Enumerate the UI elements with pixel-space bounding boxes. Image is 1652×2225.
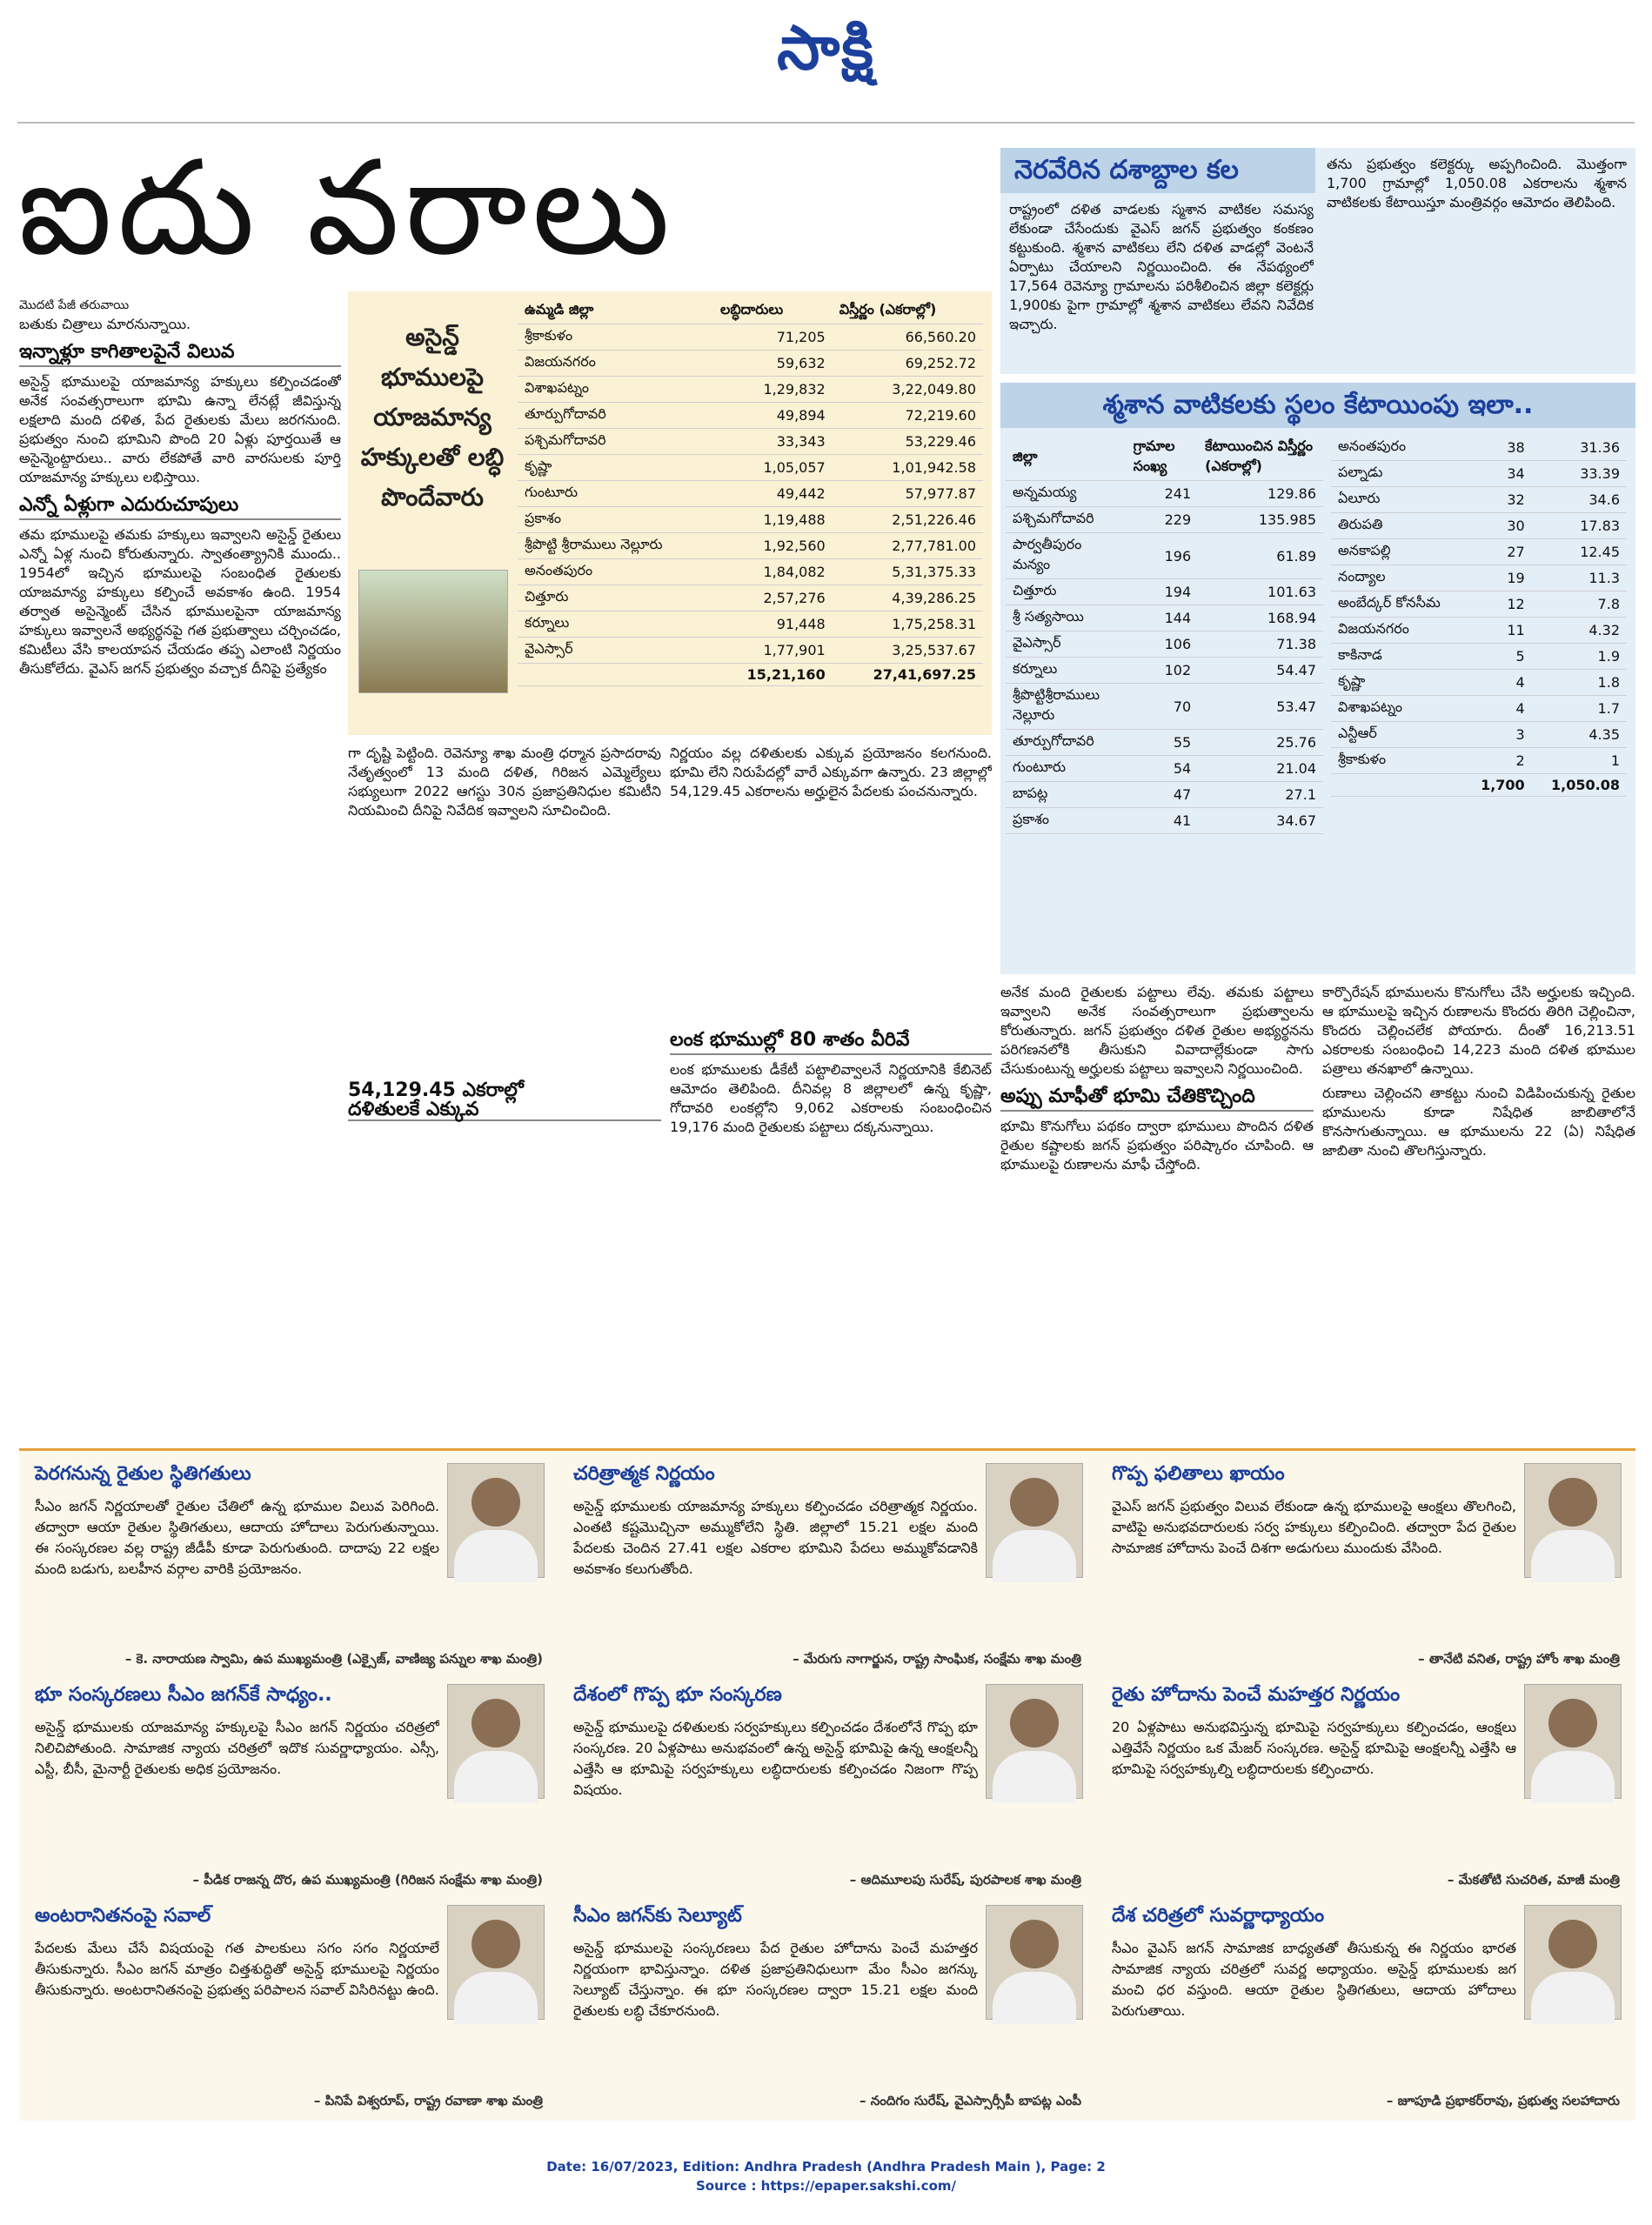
table-cell: ఎన్టీఆర్ (1331, 722, 1465, 748)
portrait-body (993, 1972, 1076, 2024)
table-row (1331, 696, 1627, 722)
table-cell: 2,51,226.46 (833, 507, 983, 533)
table-cell: 1.7 (1532, 696, 1627, 722)
table-cell: చిత్తూరు (518, 585, 713, 611)
col-header: జిల్లా (1006, 435, 1127, 481)
table-cell: తిరుపతి (1331, 513, 1465, 539)
total-row (1331, 774, 1627, 797)
table-cell: 69,252.72 (833, 351, 983, 377)
table-cell: కృష్ణా (1331, 670, 1465, 696)
table-cell: 1,77,901 (713, 638, 833, 664)
intro-line: బతుకు చిత్రాలు మారనున్నాయి. (19, 316, 191, 332)
quote-card (28, 1680, 550, 1898)
table-row (1006, 533, 1323, 579)
portrait-body (454, 1751, 538, 1803)
portrait-body (454, 1530, 538, 1582)
total-cell (1331, 774, 1465, 797)
portrait-photo (1524, 1905, 1622, 2020)
paragraph: నిర్ణయం వల్ల దళితులకు ఎక్కువ ప్రయోజనం కలగనుంది. భూమి లేని నిరుపేదల్లో వారే ఎక్కువగా ఉన్నారు. 23 జిల్లాల్లో 54,129.45 ఎకరాలను అర్హులైన పేదలకు పంచనున్నారు. (670, 745, 992, 799)
sakshi-logo: సాక్షి (777, 12, 875, 84)
table-row (1331, 591, 1627, 618)
portrait-photo (986, 1684, 1083, 1799)
table-cell: 27 (1465, 539, 1532, 565)
portrait-photo (986, 1463, 1083, 1578)
quote-card (566, 1901, 1088, 2119)
table-cell: 1,75,258.31 (833, 611, 983, 638)
table-cell: 194 (1127, 579, 1198, 605)
table-cell: 135.985 (1198, 507, 1323, 533)
portrait-head (472, 1699, 520, 1747)
subheading-lanka: లంక భూముల్లో 80 శాతం వీరివే (670, 1027, 992, 1055)
table-cell: 57,977.87 (833, 481, 983, 507)
table-row (518, 377, 983, 403)
dream-box (1000, 148, 1635, 374)
table-cell: 3 (1465, 722, 1532, 748)
table-cell: నంద్యాల (1331, 565, 1465, 591)
dream-box-text (1009, 200, 1314, 374)
paragraph: కార్పొరేషన్ భూములను కొనుగోలు చేసి అర్హులకు ఇచ్చింది. ఆ భూములపై ఇచ్చిన రుణాలను కొందరు తిరిగి చెల్లించినా, కొందరు చెల్లించలేక పోయారు. దీంతో 16,213.51 ఎకరాలకు సంబంధించి 14,223 మంది దళిత భూముల పత్రాలు తనఖాలో ఉన్నాయి. (1322, 984, 1635, 1077)
table-cell: 1.8 (1532, 670, 1627, 696)
paragraph: అనేక మంది రైతులకు పట్టాలు లేవు. తమకు పట్టాలు ఇవ్వాలని అనేక సంవత్సరాలుగా ప్రభుత్వాలను కోరుతున్నారు. జగన్ ప్రభుత్వం దళిత రైతుల అభ్యర్థనను పరిగణనలోకి తీసుకుని వివాదాల్లేకుండా సాగు చేసుకుంటున్న అర్హులకు పట్టాలు ఇవ్వాలని నిర్ణయించింది. (1000, 984, 1314, 1077)
portrait-body (1531, 1530, 1615, 1582)
table-cell: 38 (1465, 435, 1532, 461)
table-cell: ప్రకాశం (518, 507, 713, 533)
main-headline: ఐదు వరాలు (17, 133, 675, 284)
table-cell: 168.94 (1198, 605, 1323, 631)
table-row (1331, 748, 1627, 774)
portrait-photo (447, 1905, 545, 2020)
total-row (518, 664, 983, 686)
paragraph: లంక భూములకు డీకేటీ పట్టాలివ్వాలనే నిర్ణయానికి కేబినెట్ ఆమోదం తెలిపింది. దీనివల్ల 8 జిల్లాలలో ఉన్న కృష్ణా, గోదావరి లంకల్లోని 9,062 ఎకరాలకు సంబంధించిన 19,176 మంది రైతులకు పట్టాలు దక్కనున్నాయి. (670, 1061, 992, 1135)
table-row (1006, 808, 1323, 834)
table-cell: 34.6 (1532, 487, 1627, 513)
quotes-panel (19, 1448, 1635, 2121)
table-cell: 70 (1127, 684, 1198, 730)
cemetery-box-title: శ్మశాన వాటికలకు స్థలం కేటాయింపు ఇలా.. (1000, 383, 1635, 428)
quote-body: అసైన్డ్ భూములపై సంస్కరణలు పేద రైతుల హోదాను పెంచే మహత్తర నిర్ణయంగా భావిస్తున్నాం. దళిత ప్రజాప్రతినిధులుగా మేం సీఎం జగన్కు సెల్యూట్ చేస్తున్నాం. ఈ భూ సంస్కరణల ద్వారా 15.21 లక్షల మంది రైతులకు లబ్ధి చేకూరనుంది. (573, 1940, 978, 2019)
masthead-rule (17, 122, 1635, 124)
table-cell: పశ్చిమగోదావరి (518, 429, 713, 455)
portrait-photo (1524, 1684, 1622, 1799)
col-header: గ్రామాల సంఖ్య (1127, 435, 1198, 481)
table-cell: శ్రీకాకుళం (1331, 748, 1465, 774)
table-cell: ఏలూరు (1331, 487, 1465, 513)
table-row (1006, 507, 1323, 533)
table-row (518, 507, 983, 533)
quote-title: చరిత్రాత్మక నిర్ణయం (573, 1463, 715, 1485)
portrait-body (993, 1530, 1076, 1582)
table-cell: 4.32 (1532, 618, 1627, 644)
col-header: ఉమ్మడి జిల్లా (518, 298, 713, 324)
quote-card (28, 1460, 550, 1677)
table-cell: శ్రీకాకుళం (518, 324, 713, 351)
continuation-label: మొదటి పేజీ తరువాయి (19, 298, 130, 312)
table-cell: 11 (1465, 618, 1532, 644)
quote-card (28, 1901, 550, 2119)
table-cell: శ్రీపొట్టిశ్రీరాములు నెల్లూరు (1006, 684, 1127, 730)
table-cell: 66,560.20 (833, 324, 983, 351)
table-cell: 49,442 (713, 481, 833, 507)
dream-box-title: నెరవేరిన దశాబ్దాల కల (1000, 148, 1315, 193)
table-row (518, 351, 983, 377)
table-cell: 53.47 (1198, 684, 1323, 730)
middle-column-2 (670, 744, 992, 1431)
table-cell: 71,205 (713, 324, 833, 351)
table-row (518, 585, 983, 611)
total-cell: 27,41,697.25 (833, 664, 983, 686)
table-cell: 3,22,049.80 (833, 377, 983, 403)
paragraph: రుణాలు చెల్లించని తాకట్టు నుంచి విడిపించుకున్న రైతుల భూములను కూడా నిషేధిత జాబితాలోనే కొనసాగుతున్నాయి. ఆ భూములను 22 (ఏ) నిషేధిత జాబితా నుంచి తొలగిస్తున్నారు. (1322, 1085, 1635, 1159)
table-cell: శ్రీపొట్టి శ్రీరాములు నెల్లూరు (518, 533, 713, 559)
quote-title: గొప్ప ఫలితాలు ఖాయం (1112, 1463, 1285, 1485)
table-row (518, 481, 983, 507)
quote-author: – ఆదిమూలపు సురేష్, పురపాలక శాఖ మంత్రి (849, 1872, 1081, 1888)
table-row (518, 324, 983, 351)
table-cell: 229 (1127, 507, 1198, 533)
table-cell: 4 (1465, 696, 1532, 722)
total-cell (518, 664, 713, 686)
table-cell: 241 (1127, 481, 1198, 507)
subheading-value: ఇన్నాళ్లూ కాగితాలపైనే విలువ (19, 339, 341, 367)
subheading-waiting: ఎన్నో ఏళ్లుగా ఎదురుచూపులు (19, 492, 341, 520)
portrait-head (472, 1478, 520, 1527)
quote-title: దేశ చరిత్రలో సువర్ణాధ్యాయం (1112, 1905, 1325, 1927)
table-row (1006, 481, 1323, 507)
table-row (1006, 605, 1323, 631)
table-cell: గుంటూరు (1006, 756, 1127, 782)
quote-title: పెరగనున్న రైతుల స్థితిగతులు (35, 1463, 251, 1485)
table-row (518, 403, 983, 429)
quote-card (566, 1680, 1088, 1898)
table-cell: తూర్పుగోదావరి (1006, 730, 1127, 756)
portrait-body (993, 1751, 1076, 1803)
table-cell: తూర్పుగోదావరి (518, 403, 713, 429)
paragraph: తను ప్రభుత్వం కలెక్టర్కు అప్పగించింది. మొత్తంగా 1,700 గ్రామాల్లో 1,050.08 ఎకరాలను శ్మశాన వాటికలకు కేటాయిస్తూ మంత్రివర్గం ఆమోదం తెలిపింది. (1327, 156, 1627, 210)
table-cell: వైఎస్సార్ (518, 638, 713, 664)
table-row (1331, 513, 1627, 539)
table-cell: 41 (1127, 808, 1198, 834)
table-row (1331, 670, 1627, 696)
table-cell: 59,632 (713, 351, 833, 377)
table-cell: చిత్తూరు (1006, 579, 1127, 605)
table-cell: 1,29,832 (713, 377, 833, 403)
table-cell: 4.35 (1532, 722, 1627, 748)
table-cell: ప్రకాశం (1006, 808, 1127, 834)
table-cell: 1,84,082 (713, 559, 833, 585)
table-cell: 72,219.60 (833, 403, 983, 429)
paragraph: తమ భూములపై తమకు హక్కులు ఇవ్వాలని అసైన్డ్ రైతులు ఎన్నో ఏళ్ల నుంచి కోరుతున్నారు. స్వాతంత్య్రానికి ముందు.. 1954లో ఇచ్చిన భూములపై సంబంధిత రైతులకు యాజమాన్య హక్కులు కల్పించే అవకాశం ఉంది. 1954 తర్వాత అసైన్మెంట్ చేసిన భూములపైనా యాజమాన్య హక్కులు ఇవ్వాలనే అభ్యర్థనపై గత ప్రభుత్వాలు చర్చించడం, కమిటీలు వేసి కాలయాపన చేయడం తప్ప ఎలాంటి నిర్ణయం తీసుకోలేదు. వైఎస్ జగన్ ప్రభుత్వం వచ్చాక దీనిపై ప్రత్యేకం (19, 526, 341, 677)
quote-title: సీఎం జగన్‌కు సెల్యూట్ (573, 1905, 742, 1927)
table-cell: అన్నమయ్య (1006, 481, 1127, 507)
footer-source: Source : https://epaper.sakshi.com/ (695, 2178, 956, 2194)
table-cell: 12.45 (1532, 539, 1627, 565)
total-cell: 1,700 (1465, 774, 1532, 797)
highlight-acres: 54,129.45 ఎకరాల్లో (348, 1079, 524, 1101)
table-cell: విశాఖపట్నం (1331, 696, 1465, 722)
portrait-photo (447, 1684, 545, 1799)
table-cell: 55 (1127, 730, 1198, 756)
table-cell: 1 (1532, 748, 1627, 774)
quote-author: – జూపూడి ప్రభాకర్‌రావు, ప్రభుత్వ సలహాదారు (1386, 2093, 1620, 2108)
table-row (518, 533, 983, 559)
table-cell: 129.86 (1198, 481, 1323, 507)
beneficiary-box-title: అసైన్డ్ భూములపై యాజమాన్య హక్కులతో లబ్ధి పొందేవారు (360, 323, 505, 511)
table-row (1331, 539, 1627, 565)
quote-body: వైఎస్ జగన్ ప్రభుత్వం విలువ లేకుండా ఉన్న భూములపై ఆంక్షలు తొలగించి, వాటిపై అనుభవదారులకు సర్వ హక్కులు కల్పించింది. తద్వారా పేద రైతుల సామాజిక హోదాను పెంచే దిశగా అడుగులు ముందుకు వేసింది. (1112, 1498, 1516, 1556)
table-cell: 2,77,781.00 (833, 533, 983, 559)
table-row (1331, 644, 1627, 670)
quote-body: పేదలకు మేలు చేసే విషయంపై గత పాలకులు సగం సగం నిర్ణయాలే తీసుకున్నారు. సీఎం జగన్ మాత్రం చిత్తశుద్ధితో అసైన్డ్ భూములపై నిర్ణయం తీసుకున్నారు. అంటరానితనంపై ప్రభుత్వ పరిపాలన సవాల్ విసిరినట్టు ఉంది. (35, 1940, 439, 1998)
table-cell: పల్నాడు (1331, 461, 1465, 487)
table-cell: 34.67 (1198, 808, 1323, 834)
table-cell: కాకినాడ (1331, 644, 1465, 670)
portrait-head (1010, 1920, 1059, 1968)
quote-author: – పినిపే విశ్వరూప్, రాష్ట్ర రవాణా శాఖ మంత్రి (313, 2093, 543, 2108)
table-cell: 144 (1127, 605, 1198, 631)
table-cell: బాపట్ల (1006, 782, 1127, 808)
table-cell: వైఎస్సార్ (1006, 631, 1127, 658)
portrait-photo (986, 1905, 1083, 2020)
table-cell: 33.39 (1532, 461, 1627, 487)
quote-card (566, 1460, 1088, 1677)
footer (0, 2157, 1652, 2195)
table-cell: 4 (1465, 670, 1532, 696)
footer-date: Date: 16/07/2023, Edition: Andhra Pradesh (Andhra Pradesh Main ), Page: 2 (546, 2159, 1106, 2175)
table-cell: 1.9 (1532, 644, 1627, 670)
paragraph: అసైన్డ్ భూములపై యాజమాన్య హక్కులు కల్పించడంతో అనేక సంవత్సరాలుగా భూమి ఉన్నా లేనట్లే జీవిస్తున్న లక్షలాది మంది దళిత, పేద రైతులకు మేలు జరగనుంది. ప్రభుత్వం నుంచి భూమిని పొంది 20 ఏళ్లు పూర్తయితే ఆ అసైన్మెంట్దారులు.. వారు లేకపోతే వారి వారసులకు పూర్తి యాజమాన్య హక్కులు లభిస్తాయి. (19, 373, 341, 485)
table-row (1006, 782, 1323, 808)
quote-author: – పీడిక రాజన్న దొర, ఉప ముఖ్యమంత్రి (గిరిజన సంక్షేమ శాఖ మంత్రి) (192, 1872, 543, 1888)
portrait-head (1010, 1699, 1059, 1747)
table-cell: 3,25,537.67 (833, 638, 983, 664)
portrait-head (472, 1920, 520, 1968)
col-header: లబ్ధిదారులు (713, 298, 833, 324)
portrait-head (1548, 1699, 1597, 1747)
portrait-body (1531, 1751, 1615, 1803)
paragraph: గా దృష్టి పెట్టింది. రెవెన్యూ శాఖ మంత్రి ధర్మాన ప్రసాదరావు నేతృత్వంలో 13 మంది దళిత, గిరిజన ఎమ్మెల్యేలు సభ్యులుగా 2022 ఆగస్టు 30న ప్రజాప్రతినిధుల కమిటీని నియమించి దీనిపై నివేదిక ఇవ్వాలని సూచించింది. (348, 745, 661, 819)
beneficiary-box (348, 291, 992, 735)
table-cell: అనంతపురం (518, 559, 713, 585)
beneficiary-table (518, 298, 983, 686)
table-row (1331, 722, 1627, 748)
cemetery-box (1000, 383, 1635, 974)
table-cell: 21.04 (1198, 756, 1323, 782)
paragraph: భూమి కొనుగోలు పథకం ద్వారా భూములు పొందిన దళిత రైతుల కష్టాలకు జగన్ ప్రభుత్వం పరిష్కారం చూపింది. ఆ భూములపై రుణాలను మాఫీ చేస్తోంది. (1000, 1118, 1314, 1173)
quote-author: – కె. నారాయణ స్వామి, ఉప ముఖ్యమంత్రి (ఎక్సైజ్, వాణిజ్య పన్నుల శాఖ మంత్రి) (124, 1651, 543, 1667)
table-cell: 101.63 (1198, 579, 1323, 605)
table-row (518, 559, 983, 585)
table-cell: 106 (1127, 631, 1198, 658)
quote-card (1105, 1680, 1627, 1898)
table-cell: కర్నూలు (1006, 658, 1127, 684)
table-cell: విజయనగరం (518, 351, 713, 377)
table-cell: 12 (1465, 591, 1532, 618)
portrait-body (454, 1972, 538, 2024)
table-cell: అంబేద్కర్ కోనసీమ (1331, 591, 1465, 618)
table-cell: 49,894 (713, 403, 833, 429)
quote-title: అంటరానితనంపై సవాల్ (35, 1905, 211, 1927)
table-cell: 102 (1127, 658, 1198, 684)
table-cell: శ్రీ సత్యసాయి (1006, 605, 1127, 631)
quote-author: – మేకతోటి సుచరిత, మాజీ మంత్రి (1447, 1872, 1620, 1888)
quote-author: – మేరుగు నాగార్జున, రాష్ట్ర సాంఘిక, సంక్షేమ శాఖ మంత్రి (793, 1651, 1081, 1667)
table-cell: 5 (1465, 644, 1532, 670)
table-cell: అనంతపురం (1331, 435, 1465, 461)
table-cell: 17.83 (1532, 513, 1627, 539)
table-cell: 1,92,560 (713, 533, 833, 559)
col-header: విస్తీర్ణం (ఎకరాల్లో) (833, 298, 983, 324)
right-column-2 (1322, 983, 1635, 1435)
table-cell: 30 (1465, 513, 1532, 539)
table-row (1006, 684, 1323, 730)
table-cell: 54 (1127, 756, 1198, 782)
table-cell: 61.89 (1198, 533, 1323, 579)
quote-body: అసైన్డ్ భూములకు యాజమాన్య హక్కులు కల్పించడం చరిత్రాత్మక నిర్ణయం. ఎంతటి కష్టమొచ్చినా అమ్ముకోలేని స్థితి. జిల్లాలో 15.21 లక్షల మంది పేదలకు చెందిన 27.41 లక్షల ఎకరాల భూమిని పేదలు అమ్ముకోవడానికి అవకాశం కలుగుతోంది. (573, 1498, 978, 1577)
table-row (1331, 487, 1627, 513)
table-cell: 1,05,057 (713, 455, 833, 481)
table-row (518, 455, 983, 481)
table-row (1331, 565, 1627, 591)
farmer-ploughing-photo (358, 570, 508, 693)
cemetery-table-left (1006, 435, 1323, 834)
col-header: కేటాయించిన విస్తీర్ణం (ఎకరాల్లో) (1198, 435, 1323, 481)
table-cell: 19 (1465, 565, 1532, 591)
table-cell: 2 (1465, 748, 1532, 774)
table-row (1006, 730, 1323, 756)
table-cell: కృష్ణా (518, 455, 713, 481)
table-cell: 54.47 (1198, 658, 1323, 684)
portrait-head (1010, 1478, 1059, 1527)
quote-title: దేశంలో గొప్ప భూ సంస్కరణ (573, 1684, 782, 1706)
total-cell: 1,050.08 (1532, 774, 1627, 797)
table-row (518, 611, 983, 638)
table-row (518, 429, 983, 455)
paragraph: రాష్ట్రంలో దళిత వాడలకు స్మశాన వాటికల సమస్య లేకుండా చేసేందుకు వైఎస్ జగన్ ప్రభుత్వం కంకణం కట్టుకుంది. శ్మశాన వాటికలు లేని దళిత వాడల్లో వెంటనే ఏర్పాటు చేయాలని నిర్ణయించింది. ఈ నేపథ్యంలో 17,564 రెవెన్యూ గ్రామాలను పరిశీలించిన జిల్లా కలెక్టర్లు 1,900కు పైగా గ్రామాల్లో శ్మశాన వాటికలు లేవని నివేదిక ఇచ్చారు. (1009, 201, 1314, 332)
portrait-head (1548, 1920, 1597, 1968)
table-row (518, 638, 983, 664)
quote-body: సీఎం జగన్ నిర్ణయాలతో రైతుల చేతిలో ఉన్న భూముల విలువ పెరిగింది. తద్వారా ఆయా రైతుల స్థితిగతులు, ఆదాయ హోదాలు పెరుగుతున్నాయి. ఈ సంస్కరణల వల్ల రాష్ట్ర జీడీపీ కూడా పెరుగుతుంది. దాదాపు 22 లక్షల మంది బడుగు, బలహీన వర్గాల వారికి ప్రయోజనం. (35, 1498, 439, 1577)
masthead (0, 0, 1652, 130)
table-cell: 91,448 (713, 611, 833, 638)
quote-title: భూ సంస్కరణలు సీఎం జగన్‌కే సాధ్యం.. (35, 1684, 332, 1706)
subheading-loan-waiver: అప్పు మాఫీతో భూమి చేతికొచ్చింది (1000, 1084, 1314, 1112)
table-cell: అనకాపల్లి (1331, 539, 1465, 565)
highlight-dalits: దళితులకే ఎక్కువ (348, 1100, 661, 1121)
table-cell: 53,229.46 (833, 429, 983, 455)
table-cell: కర్నూలు (518, 611, 713, 638)
table-row (1006, 631, 1323, 658)
quote-card (1105, 1901, 1627, 2119)
table-cell: 196 (1127, 533, 1198, 579)
quote-author: – నందిగం సురేష్, వైఎస్సార్సీపీ బాపట్ల ఎంపీ (859, 2093, 1081, 2108)
table-row (1331, 618, 1627, 644)
table-row (1006, 658, 1323, 684)
quote-title: రైతు హోదాను పెంచే మహత్తర నిర్ణయం (1112, 1684, 1401, 1706)
table-cell: 5,31,375.33 (833, 559, 983, 585)
portrait-photo (1524, 1463, 1622, 1578)
table-cell: గుంటూరు (518, 481, 713, 507)
total-cell: 15,21,160 (713, 664, 833, 686)
portrait-body (1531, 1972, 1615, 2024)
table-row (1331, 461, 1627, 487)
dream-box-text-2 (1327, 155, 1627, 372)
quote-author: – తానేటి వనిత, రాష్ట్ర హోం శాఖ మంత్రి (1418, 1651, 1620, 1667)
table-row (1006, 579, 1323, 605)
portrait-photo (447, 1463, 545, 1578)
table-cell: 34 (1465, 461, 1532, 487)
table-cell: పశ్చిమగోదావరి (1006, 507, 1127, 533)
table-cell: 25.76 (1198, 730, 1323, 756)
cemetery-table-right (1331, 435, 1627, 797)
table-cell: 11.3 (1532, 565, 1627, 591)
table-cell: 2,57,276 (713, 585, 833, 611)
right-column-1 (1000, 983, 1314, 1435)
table-cell: 47 (1127, 782, 1198, 808)
table-row (1006, 756, 1323, 782)
table-cell: 1,01,942.58 (833, 455, 983, 481)
quote-card (1105, 1460, 1627, 1677)
table-cell: 32 (1465, 487, 1532, 513)
portrait-head (1548, 1478, 1597, 1527)
quote-body: 20 ఏళ్లపాటు అనుభవిస్తున్న భూమిపై సర్వహక్కులు కల్పించడం, ఆంక్షలు ఎత్తివేసే నిర్ణయం ఒక మేజర్ సంస్కరణ. అసైన్డ్ భూమిపై ఆంక్షలన్నీ ఎత్తేసి ఆ భూమిపై సర్వహక్కుల్ని లబ్ధిదారులకు కల్పించారు. (1112, 1719, 1516, 1777)
table-cell: విశాఖపట్నం (518, 377, 713, 403)
left-column (19, 296, 341, 1427)
table-cell: 33,343 (713, 429, 833, 455)
table-cell: 1,19,488 (713, 507, 833, 533)
quote-body: అసైన్డ్ భూములకు యాజమాన్య హక్కులపై సీఎం జగన్ నిర్ణయం చరిత్రలో నిలిచిపోతుంది. సామాజిక న్యాయ చరిత్రలో ఇదొక సువర్ణాధ్యాయం. ఎస్సీ, ఎస్టీ, బీసీ, మైనార్టీ రైతులకు అధిక ప్రయోజనం. (35, 1719, 439, 1777)
table-cell: 7.8 (1532, 591, 1627, 618)
table-cell: విజయనగరం (1331, 618, 1465, 644)
table-cell: 27.1 (1198, 782, 1323, 808)
table-cell: పార్వతీపురం మన్యం (1006, 533, 1127, 579)
middle-column-1 (348, 744, 661, 1431)
table-cell: 31.36 (1532, 435, 1627, 461)
table-cell: 71.38 (1198, 631, 1323, 658)
table-cell: 4,39,286.25 (833, 585, 983, 611)
table-row (1331, 435, 1627, 461)
quote-body: సీఎం వైఎస్ జగన్ సామాజిక బాధ్యతతో తీసుకున్న ఈ నిర్ణయం భారత సామాజిక న్యాయ చరిత్రలో సువర్ణ అధ్యాయం. అసైన్డ్ భూములకు జగ మంచి ధర వస్తుంది. ఆయా రైతుల స్థితిగతులు, ఆదాయ హోదాలు పెరుగుతాయి. (1112, 1940, 1516, 2019)
quote-body: అసైన్డ్ భూములపై దళితులకు సర్వహక్కులు కల్పించడం దేశంలోనే గొప్ప భూ సంస్కరణ. 20 ఏళ్లపాటు అనుభవంలో ఉన్న అసైన్డ్ భూమిపై ఉన్న ఆంక్షలన్నీ ఎత్తేసి ఆ భూమిపై సర్వహక్కులు లబ్ధిదారులకు కల్పించడం నిజంగా గొప్ప విషయం. (573, 1719, 978, 1798)
